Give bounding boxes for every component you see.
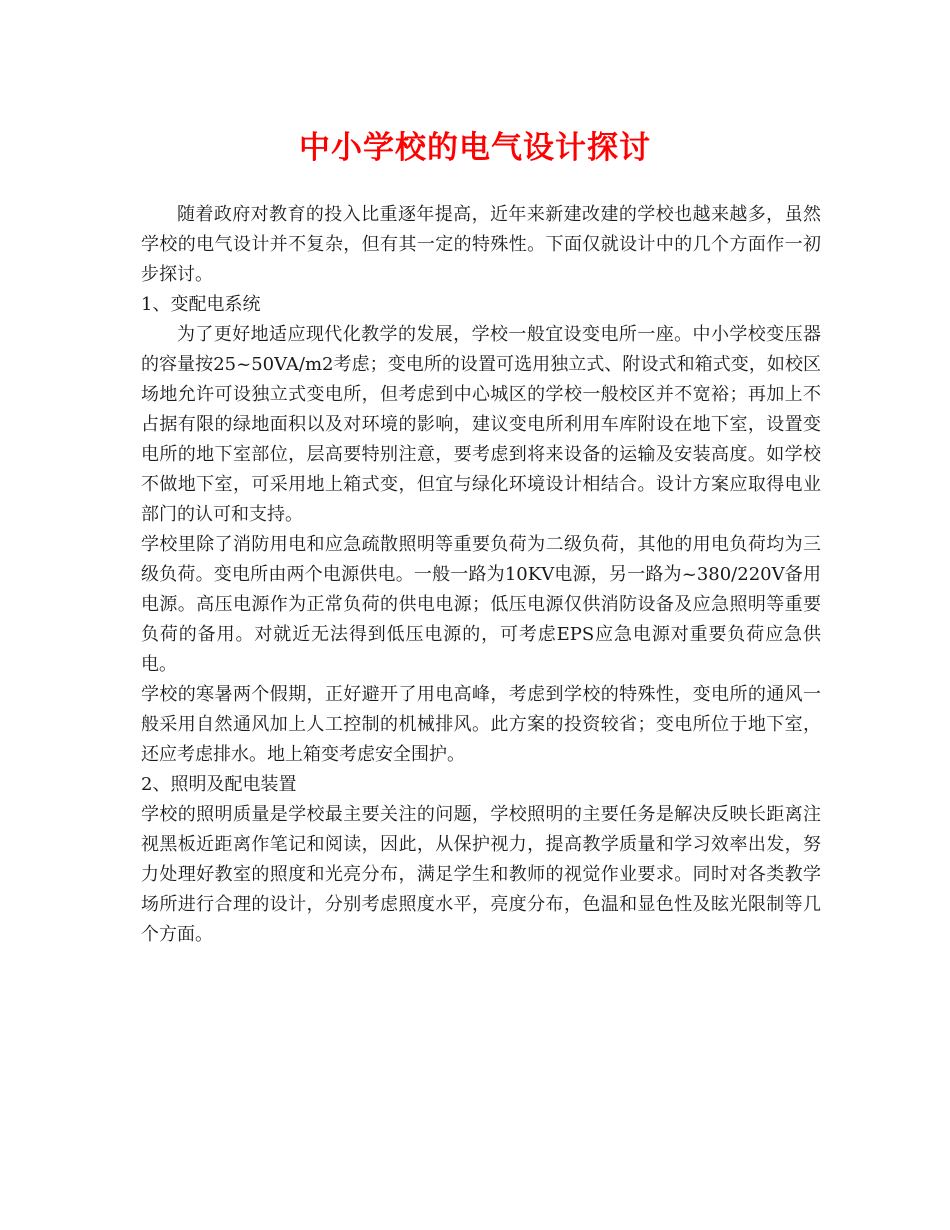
paragraph-ventilation: 学校的寒暑两个假期，正好避开了用电高峰，考虑到学校的特殊性，变电所的通风一般采用自然通风加上人工控制的机械排风。此方案的投资较省；变电所位于地下室，还应考虑排水。地上箱变考虑安全围护。	[141, 684, 821, 765]
section-heading-substation: 1、变配电系统	[141, 294, 261, 315]
paragraph-substation-setup: 为了更好地适应现代化教学的发展，学校一般宜设变电所一座。中小学校变压器的容量按25~50VA/m2考虑；变电所的设置可选用独立式、附设式和箱式变，如校区场地允许可设独立式变电所，但考虑到中心城区的学校一般校区并不宽裕；再加上不占据有限的绿地面积以及对环境的影响，建议变电所利用车库附设在地下室，设置变电所的地下室部位，层高要特别注意，要考虑到将来设备的运输及安装高度。如学校不做地下室，可采用地上箱式变，但宜与绿化环境设计相结合。设计方案应取得电业部门的认可和支持。	[141, 324, 821, 525]
document-title: 中小学校的电气设计探讨	[299, 130, 651, 166]
paragraph-load-classes: 学校里除了消防用电和应急疏散照明等重要负荷为二级负荷，其他的用电负荷均为三级负荷。变电所由两个电源供电。一般一路为10KV电源，另一路为~380/220V备用电源。高压电源作为正常负荷的供电电源；低压电源仅供消防设备及应急照明等重要负荷的备用。对就近无法得到低压电源的，可考虑EPS应急电源对重要负荷应急供电。	[141, 534, 821, 675]
document-body	[141, 200, 821, 950]
paragraph-intro: 随着政府对教育的投入比重逐年提高，近年来新建改建的学校也越来越多，虽然学校的电气设计并不复杂，但有其一定的特殊性。下面仅就设计中的几个方面作一初步探讨。	[141, 204, 821, 285]
section-heading-lighting: 2、照明及配电装置	[141, 774, 297, 795]
paragraph-lighting-quality: 学校的照明质量是学校最主要关注的问题，学校照明的主要任务是解决反映长距离注视黑板近距离作笔记和阅读，因此，从保护视力，提高教学质量和学习效率出发，努力处理好教室的照度和光亮分布，满足学生和教师的视觉作业要求。同时对各类教学场所进行合理的设计，分别考虑照度水平，亮度分布，色温和显色性及眩光限制等几个方面。	[141, 804, 821, 945]
